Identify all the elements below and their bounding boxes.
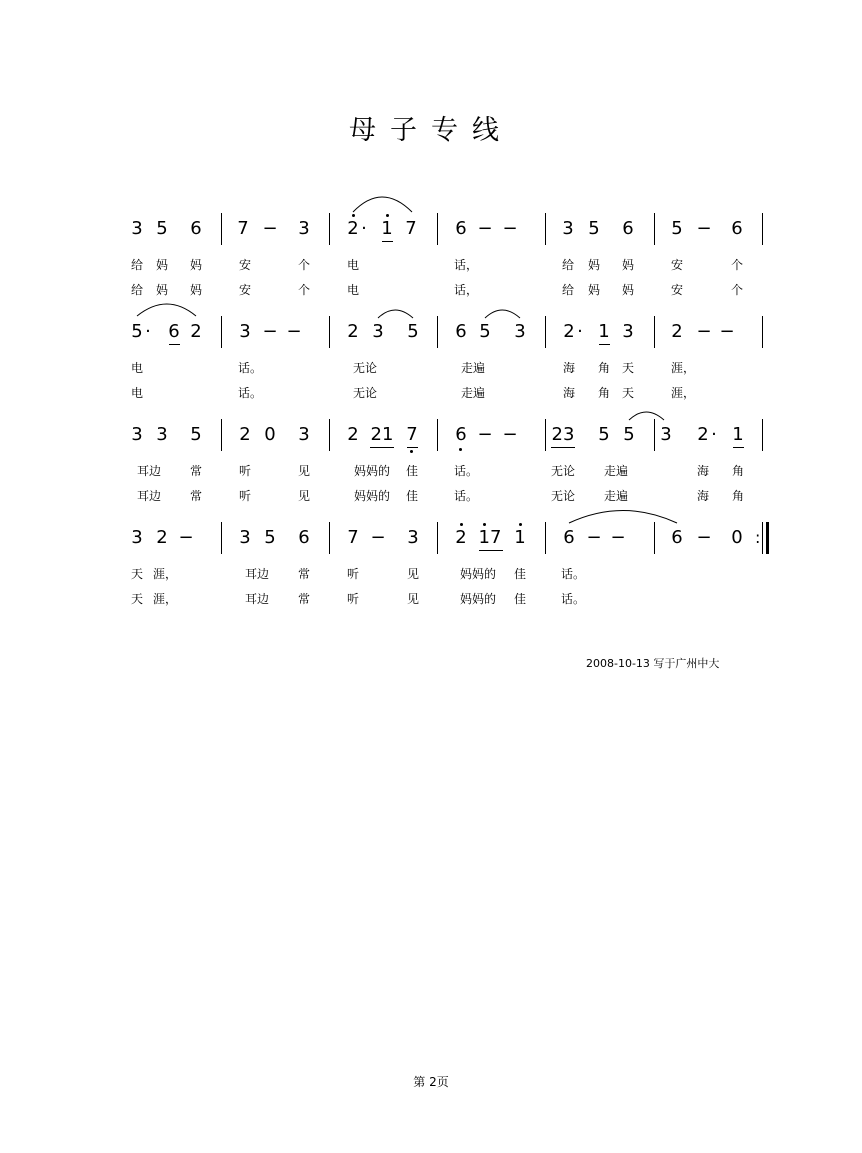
bar-line	[329, 316, 330, 348]
lyric: 给	[130, 283, 144, 297]
repeat-dots: :	[755, 528, 761, 547]
note: 2	[239, 424, 251, 445]
lyric: 佳	[405, 464, 419, 478]
note: 7	[406, 424, 418, 445]
lyric: 角	[731, 489, 745, 503]
lyric: 话。	[237, 386, 263, 400]
note: 3	[372, 321, 384, 342]
note: 3	[298, 218, 310, 239]
lyric: 海	[562, 361, 576, 375]
bar-line	[654, 522, 655, 554]
final-bar-line	[766, 522, 769, 554]
note: 5	[264, 527, 276, 548]
lyric: 妈	[587, 258, 601, 272]
note: 6	[455, 424, 467, 445]
lyric: 角	[731, 464, 745, 478]
note: 5	[479, 321, 491, 342]
underline	[733, 447, 744, 448]
tie	[569, 511, 677, 524]
lyric: 妈	[155, 283, 169, 297]
lyric: 佳	[513, 592, 527, 606]
bar-line	[545, 522, 546, 554]
lyric: 走遍	[603, 489, 629, 503]
underline	[407, 447, 418, 448]
bar-line	[762, 522, 763, 554]
note: −	[178, 527, 194, 548]
lyric: 耳边	[244, 592, 270, 606]
slur	[353, 197, 412, 212]
note: 3	[407, 527, 419, 548]
lyric: 话，	[453, 258, 479, 272]
bar-line	[545, 419, 546, 451]
lyric: 个	[730, 283, 744, 297]
lyric: 见	[297, 464, 311, 478]
lyric: 妈	[155, 258, 169, 272]
note: −	[370, 527, 386, 548]
bar-line	[437, 316, 438, 348]
bar-line	[221, 213, 222, 245]
note: 5	[190, 424, 202, 445]
high-octave-dot	[352, 214, 355, 217]
note: 2	[697, 424, 709, 445]
bar-line	[329, 522, 330, 554]
lyric: 无论	[352, 361, 378, 375]
note: −	[286, 321, 302, 342]
lyric: 安	[238, 258, 252, 272]
underline	[599, 344, 610, 345]
note: 5	[623, 424, 635, 445]
note: −	[719, 321, 735, 342]
lyric: 见	[297, 489, 311, 503]
note: 6	[622, 218, 634, 239]
bar-line	[654, 213, 655, 245]
slur	[629, 412, 664, 420]
slur	[485, 310, 520, 318]
high-octave-dot	[460, 523, 463, 526]
note: 1	[598, 321, 610, 342]
lyric: 听	[346, 592, 360, 606]
lyric: 给	[130, 258, 144, 272]
note: 6	[563, 527, 575, 548]
lyric: 话。	[237, 361, 263, 375]
lyric: 妈妈的	[459, 567, 497, 581]
lyric: 耳边	[244, 567, 270, 581]
note: −	[502, 424, 518, 445]
lyric: 走遍	[603, 464, 629, 478]
lyric: 海	[696, 464, 710, 478]
high-octave-dot	[386, 214, 389, 217]
underline	[169, 344, 180, 345]
lyric: 无论	[550, 489, 576, 503]
note: 2	[563, 321, 575, 342]
lyric: 常	[297, 567, 311, 581]
note: −	[502, 218, 518, 239]
bar-line	[545, 316, 546, 348]
lyric: 话，	[453, 283, 479, 297]
lyric: 给	[561, 258, 575, 272]
lyric: 听	[238, 464, 252, 478]
lyric: 佳	[405, 489, 419, 503]
lyric: 佳	[513, 567, 527, 581]
bar-line	[762, 213, 763, 245]
lyric: 走遍	[460, 361, 486, 375]
bar-line	[654, 419, 655, 451]
note: −	[477, 218, 493, 239]
lyric: 安	[238, 283, 252, 297]
note: 3	[562, 218, 574, 239]
note: 21	[370, 424, 394, 445]
bar-line	[762, 316, 763, 348]
note: 6	[455, 218, 467, 239]
lyric: 涯，	[670, 361, 696, 375]
note: 3	[298, 424, 310, 445]
lyric: 天	[130, 592, 144, 606]
low-octave-dot	[410, 450, 413, 453]
lyric: 涯，	[152, 567, 178, 581]
note: 3	[131, 424, 143, 445]
bar-line	[437, 419, 438, 451]
lyric: 话。	[453, 464, 479, 478]
note: 2	[190, 321, 202, 342]
note: 17	[478, 527, 502, 548]
slur	[137, 304, 196, 316]
note: 3	[622, 321, 634, 342]
note: 7	[237, 218, 249, 239]
note: 3	[156, 424, 168, 445]
bar-line	[437, 213, 438, 245]
bar-line	[437, 522, 438, 554]
augmentation-dot: ·	[145, 321, 151, 342]
lyric: 角	[597, 386, 611, 400]
underline	[370, 447, 394, 448]
note: 7	[347, 527, 359, 548]
lyric: 天	[130, 567, 144, 581]
lyric: 无论	[352, 386, 378, 400]
note: −	[610, 527, 626, 548]
lyric: 见	[406, 567, 420, 581]
lyric: 海	[562, 386, 576, 400]
note: 3	[239, 527, 251, 548]
lyric: 妈	[621, 258, 635, 272]
note: 5	[588, 218, 600, 239]
lyric: 常	[189, 489, 203, 503]
lyric: 海	[696, 489, 710, 503]
low-octave-dot	[459, 448, 462, 451]
lyric: 妈妈的	[459, 592, 497, 606]
note: 23	[551, 424, 575, 445]
lyric: 安	[670, 258, 684, 272]
lyric: 常	[297, 592, 311, 606]
lyric: 给	[561, 283, 575, 297]
note: 3	[131, 527, 143, 548]
underline	[551, 447, 575, 448]
note: 5	[407, 321, 419, 342]
lyric: 安	[670, 283, 684, 297]
note: 2	[455, 527, 467, 548]
augmentation-dot: ·	[711, 424, 717, 445]
bar-line	[545, 213, 546, 245]
note: −	[696, 321, 712, 342]
note: 5	[598, 424, 610, 445]
lyric: 常	[189, 464, 203, 478]
note: 0	[264, 424, 276, 445]
note: −	[262, 321, 278, 342]
bar-line	[221, 316, 222, 348]
note: 2	[671, 321, 683, 342]
note: 5	[131, 321, 143, 342]
note: 6	[455, 321, 467, 342]
lyric: 个	[297, 283, 311, 297]
lyric: 走遍	[460, 386, 486, 400]
note: −	[477, 424, 493, 445]
augmentation-dot: ·	[577, 321, 583, 342]
bar-line	[329, 419, 330, 451]
bar-line	[762, 419, 763, 451]
note: 2	[347, 218, 359, 239]
note: −	[696, 218, 712, 239]
lyric: 电	[346, 258, 360, 272]
composition-note: 2008-10-13 写于广州中大	[586, 657, 720, 670]
lyric: 妈妈的	[353, 464, 391, 478]
augmentation-dot: ·	[361, 218, 367, 239]
slur	[378, 310, 413, 318]
note: 2	[347, 321, 359, 342]
lyric: 涯，	[670, 386, 696, 400]
lyric: 耳边	[136, 464, 162, 478]
lyric: 电	[130, 361, 144, 375]
bar-line	[221, 419, 222, 451]
bar-line	[329, 213, 330, 245]
lyric: 妈	[189, 258, 203, 272]
underline	[479, 550, 503, 551]
bar-line	[654, 316, 655, 348]
note: 5	[671, 218, 683, 239]
lyric: 妈	[587, 283, 601, 297]
lyric: 角	[597, 361, 611, 375]
lyric: 电	[130, 386, 144, 400]
lyric: 听	[238, 489, 252, 503]
lyric: 天	[621, 361, 635, 375]
high-octave-dot	[483, 523, 486, 526]
lyric: 涯，	[152, 592, 178, 606]
lyric: 电	[346, 283, 360, 297]
note: 3	[514, 321, 526, 342]
note: 6	[731, 218, 743, 239]
note: 1	[514, 527, 526, 548]
note: 6	[168, 321, 180, 342]
lyric: 妈	[189, 283, 203, 297]
lyric: 个	[730, 258, 744, 272]
note: 1	[381, 218, 393, 239]
note: 0	[731, 527, 743, 548]
lyric: 天	[621, 386, 635, 400]
note: 6	[190, 218, 202, 239]
song-title: 母子专线	[349, 115, 513, 146]
note: 6	[298, 527, 310, 548]
lyric: 妈妈的	[353, 489, 391, 503]
note: 3	[239, 321, 251, 342]
note: 1	[732, 424, 744, 445]
note: 2	[347, 424, 359, 445]
underline	[382, 241, 393, 242]
note: 6	[671, 527, 683, 548]
lyric: 见	[406, 592, 420, 606]
lyric: 听	[346, 567, 360, 581]
high-octave-dot	[519, 523, 522, 526]
note: 3	[131, 218, 143, 239]
lyric: 无论	[550, 464, 576, 478]
lyric: 妈	[621, 283, 635, 297]
page-number: 第 2页	[413, 1075, 449, 1089]
note: −	[262, 218, 278, 239]
bar-line	[221, 522, 222, 554]
note: −	[696, 527, 712, 548]
note: 3	[660, 424, 672, 445]
lyric: 话。	[560, 592, 586, 606]
lyric: 耳边	[136, 489, 162, 503]
note: 7	[405, 218, 417, 239]
lyric: 个	[297, 258, 311, 272]
lyric: 话。	[453, 489, 479, 503]
note: −	[586, 527, 602, 548]
note: 2	[156, 527, 168, 548]
note: 5	[156, 218, 168, 239]
lyric: 话。	[560, 567, 586, 581]
